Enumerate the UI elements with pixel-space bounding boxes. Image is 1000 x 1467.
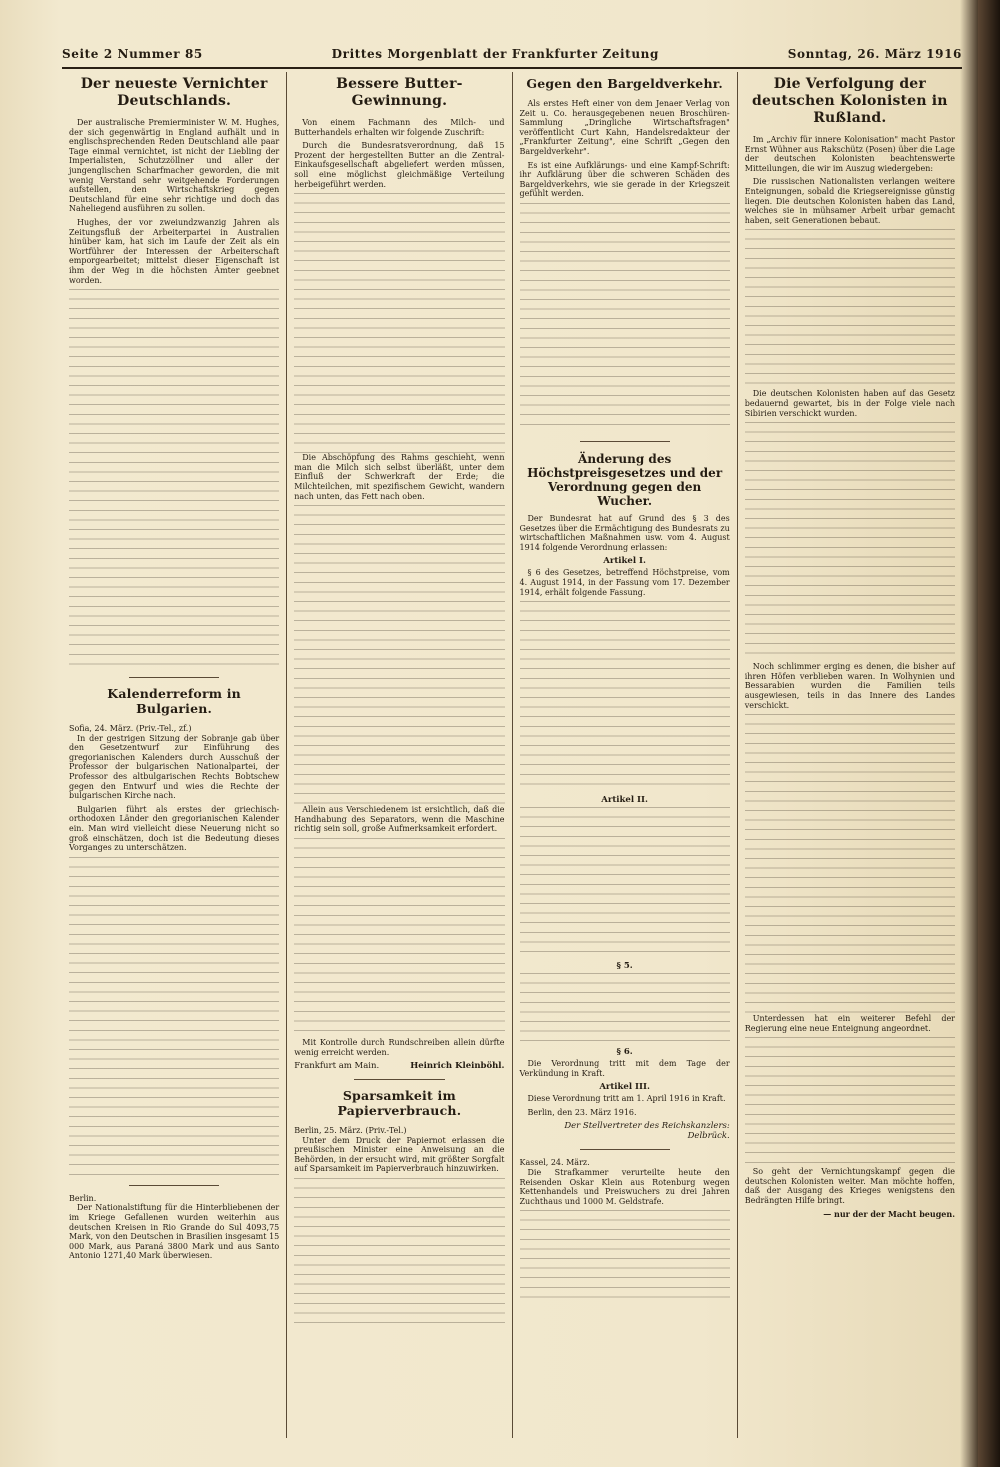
article-paragraph: So geht der Vernichtungskampf gegen die deutschen Kolonisten weiter. Man möchte hoffen, daß der Ausgang des Krieges wenigstens den Bedrängten Hilfe bringt. — [744, 1167, 955, 1206]
article-paragraph: Diese Verordnung tritt am 1. April 1916 in Kraft. — [527, 1094, 726, 1104]
text-block — [520, 973, 730, 1043]
article-headline: Gegen den Bargeldverkehr. — [526, 76, 723, 91]
section-label: Artikel II. — [601, 795, 648, 806]
column-4 — [738, 72, 962, 1438]
article-paragraph: Unter dem Druck der Papiernot erlassen die preußischen Minister eine Anweisung an die Behörden, in der ersucht wird, mit größter Sorgfalt auf Sparsamkeit im Papierverbrauch hinzuwirken. — [294, 1135, 505, 1174]
byline-row — [294, 1061, 504, 1071]
text-block — [294, 193, 504, 453]
article-paragraph: Im „Archiv für innere Kolonisation" macht Pastor Ernst Wühner aus Rakschütz (Posen) über die Lage der deutschen Kolonisten beachtenswerte Mitteilungen, die wir im Auszug wiedergeben: — [744, 135, 955, 173]
article-paragraph: Die Strafkammer verurteilte heute den Reisenden Oskar Klein aus Rotenburg wegen Kettenhandels und Preiswuchers zu drei Jahren Zuchthaus und 1000 M. Geldstrafe. — [519, 1168, 730, 1206]
article-paragraph: Der australische Premierminister W. M. Hughes, der sich gegenwärtig in England aufhält und in englischsprechenden Reden Deutschland alle paar Tage einmal vernichtet, ist nicht der Liebling der Imperialisten, Schutzzöllner und aller der jungenglischen Scharfmacher geworden, die mit wenig Verstand sehr weitgehende Forderungen aufstellen, den Wirtschaftskrieg gegen Deutschland für eine sehr richtige und doch das Naheliegend ausführen zu sollen. — [69, 118, 280, 214]
dateline: Kassel, 24. März. — [519, 1158, 590, 1168]
article-intro: Von einem Fachmann des Milch- und Butterhandels erhalten wir folgende Zuschrift: — [294, 118, 505, 137]
article-columns — [62, 72, 962, 1438]
dateline: Berlin. — [69, 1193, 97, 1203]
text-block — [745, 422, 955, 662]
section-label: § 5. — [616, 961, 633, 972]
section-label: § 6. — [616, 1047, 633, 1058]
article-paragraph: Der Nationalstiftung für die Hinterbliebenen der im Kriege Gefallenen wurden weiterhin aus deutschen Kreisen in Rio Grande do Sul 4093,75 Mark, von den Deutschen in Brasilien insgesamt 15 000 Mark, aus Paraná 3800 Mark und aus Santo Antonio 1271,40 Mark überwiesen. — [69, 1203, 280, 1261]
article-paragraph: Allein aus Verschiedenem ist ersichtlich, daß die Handhabung des Separators, wenn die Maschine richtig sein soll, große Aufmerksamkeit erfordert. — [294, 805, 505, 834]
article-headline: Kalenderreform in Bulgarien. — [107, 686, 241, 717]
text-block — [745, 1037, 955, 1167]
divider — [129, 1185, 219, 1186]
article-headline: Der neueste Vernichter Deutschlands. — [80, 76, 268, 109]
section-label: Artikel III. — [599, 1082, 650, 1093]
article-paragraph: In der gestrigen Sitzung der Sobranje gab über den Gesetzentwurf zur Einführung des gregorianischen Kalenders durch Ausschuß der Professor der bulgarischen Nationalpartei, der Professor des altbulgarischen Rechts Bobtschew gegen den Entwurf und wies die Rechte der bulgarischen Kirche nach. — [69, 733, 280, 801]
author-signature: Heinrich Kleinböhl. — [410, 1061, 505, 1072]
article-paragraph: Die Abschöpfung des Rahms geschieht, wenn man die Milch sich selbst überläßt, unter dem Einfluß der Schwerkraft der Erde; die Milchteilchen, mit spezifischem Gewicht, wandern nach unten, das Fett nach oben. — [294, 453, 505, 501]
article-paragraph: Mit Kontrolle durch Rundschreiben allein dürfte wenig erreicht werden. — [294, 1037, 505, 1057]
article-headline: Bessere Butter-Gewinnung. — [336, 76, 463, 109]
text-block — [69, 857, 279, 1177]
article-paragraph: Der Bundesrat hat auf Grund des § 3 des Gesetzes über die Ermächtigung des Bundesrats zu wirtschaftlichen Maßnahmen usw. vom 4. August 1914 folgende Verordnung erlassen: — [519, 513, 730, 552]
article-headline: Die Verfolgung der deutschen Kolonisten in Rußland. — [752, 76, 948, 126]
column-2 — [287, 72, 512, 1438]
article-paragraph: Durch die Bundesratsverordnung, daß 15 Prozent der hergestellten Butter an die Zentral-Einkaufsgesellschaft abgeliefert werden müssen, soll eine möglichst gleichmäßige Verteilung herbeigeführt werden. — [294, 141, 505, 189]
column-1 — [62, 72, 287, 1438]
dateline: Sofia, 24. März. (Priv.-Tel., zf.) — [69, 724, 192, 734]
edition-title: Drittes Morgenblatt der Frankfurter Zeitung — [331, 47, 659, 61]
dateline: Berlin, 25. März. (Priv.-Tel.) — [294, 1126, 407, 1136]
running-head — [62, 47, 962, 69]
article-headline: Änderung des Höchstpreisgesetzes und der Verordnung gegen den Wucher. — [527, 451, 723, 508]
text-block — [520, 203, 730, 433]
book-spine-shadow — [978, 0, 1000, 1467]
article-paragraph: Die russischen Nationalisten verlangen weitere Enteignungen, sobald die Kriegsereignisse günstig liegen. Die deutschen Kolonisten haben das Land, welches sie in mühsamer Arbeit urbar gemacht haben, seit Generationen bebaut. — [744, 177, 955, 225]
text-block — [520, 1210, 730, 1300]
page-number: Seite 2 Nummer 85 — [62, 47, 203, 61]
text-block — [294, 1178, 504, 1328]
divider — [354, 1079, 444, 1080]
issue-date: Sonntag, 26. März 1916 — [787, 47, 962, 61]
text-block — [69, 289, 279, 669]
divider — [580, 1149, 670, 1150]
text-block — [745, 714, 955, 1014]
place-date: Berlin, den 23. März 1916. — [527, 1107, 637, 1117]
article-paragraph: Die Verordnung tritt mit dem Tage der Verkündung in Kraft. — [519, 1059, 730, 1078]
text-block — [294, 505, 504, 805]
closing-line: — nur der der Macht beugen. — [823, 1208, 955, 1219]
article-paragraph: Es ist eine Aufklärungs- und eine Kampf-Schrift: ihr Aufklärung über die schweren Schäden des Bargeldverkehrs, wie sie gerade in der Kriegszeit gefühlt werden. — [519, 160, 730, 199]
article-paragraph: Unterdessen hat ein weiterer Befehl der Regierung eine neue Enteignung angeordnet. — [744, 1014, 955, 1033]
text-block — [294, 838, 504, 1038]
text-block — [520, 601, 730, 791]
article-paragraph: Bulgarien führt als erstes der griechisch-orthodoxen Länder den gregorianischen Kalender ein. Man wird vielleicht diese Neuerung nicht so groß einschätzen, doch ist die Bedeutung dieses Vorganges zu unterschätzen. — [69, 804, 280, 853]
section-label: Artikel I. — [603, 556, 646, 567]
column-3 — [513, 72, 738, 1438]
text-block — [745, 229, 955, 389]
article-paragraph: § 6 des Gesetzes, betreffend Höchstpreise, vom 4. August 1914, in der Fassung vom 17. Dezember 1914, erhält folgende Fassung. — [519, 568, 730, 597]
article-paragraph: Die deutschen Kolonisten haben auf das Gesetz bedauernd gewartet, bis in der Folge viele nach Sibirien verschickt wurden. — [744, 389, 955, 418]
article-paragraph: Hughes, der vor zweiundzwanzig Jahren als Zeitungsfluß der Arbeiterpartei in Australien hinüber kam, hat sich im Laufe der Zeit als ein Wortführer der Interessen der Arbeiterschaft emporgearbeitet; mittelst dieser Eigenschaft ist ihm der Weg in die höchsten Ämter geebnet worden. — [69, 217, 280, 285]
text-block — [520, 807, 730, 957]
place-line: Frankfurt am Main. — [294, 1061, 380, 1072]
author-signature: Der Stellvertreter des Reichskanzlers: Delbrück. — [564, 1121, 730, 1142]
article-paragraph: Als erstes Heft einer von dem Jenaer Verlag von Zeit u. Co. herausgegebenen neuen Broschüren-Sammlung „Dringliche Wirtschaftsfragen" veröffentlicht Curt Kahn, Handelsredakteur der „Frankfurter Zeitung", eine Schrift „Gegen den Bargeldverkehr". — [519, 99, 730, 156]
article-headline: Sparsamkeit im Papierverbrauch. — [337, 1088, 462, 1119]
divider — [580, 441, 670, 442]
divider — [129, 677, 219, 678]
article-paragraph: Noch schlimmer erging es denen, die bisher auf ihren Höfen verblieben waren. In Wolhynien und Bessarabien wurden die Familien teils ausgewiesen, teils in das Innere des Landes verschickt. — [744, 662, 955, 710]
